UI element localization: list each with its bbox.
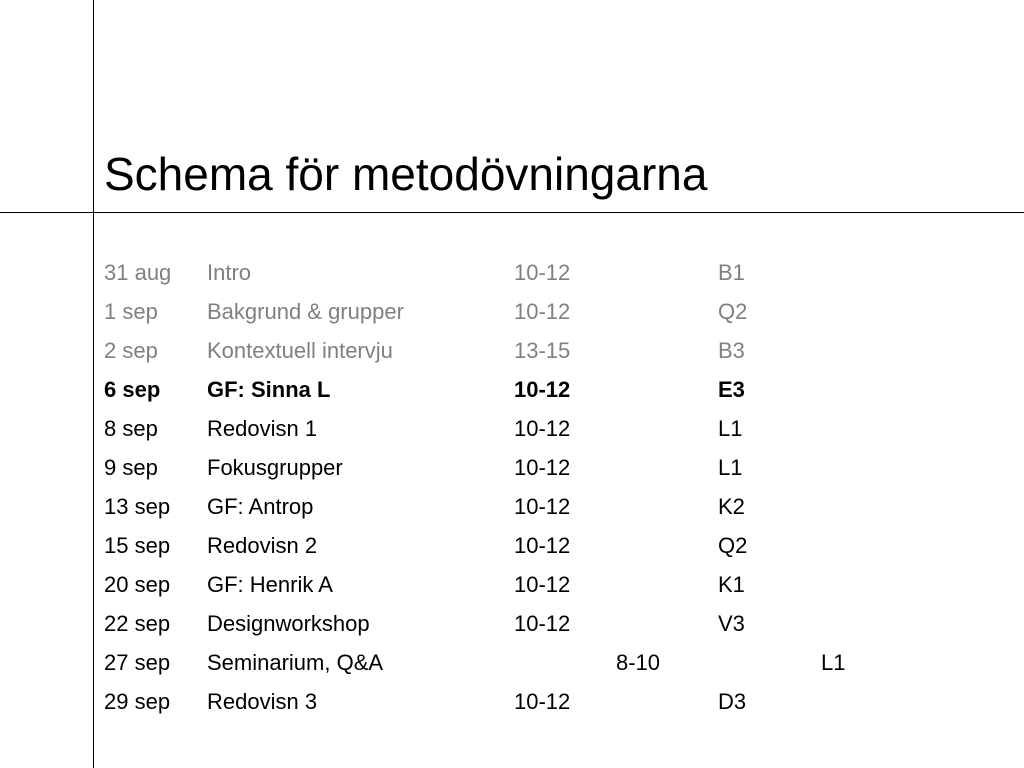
row-room: L1 [718, 455, 743, 480]
row-date: 15 sep [104, 533, 171, 558]
row-date: 1 sep [104, 299, 158, 324]
row-date: 6 sep [104, 377, 161, 402]
row-room: L1 [718, 416, 743, 441]
schedule-row [104, 526, 1004, 565]
row-time: 10-12 [514, 611, 571, 636]
schedule-row [104, 448, 1004, 487]
schedule-row [104, 331, 1004, 370]
row-activity: Fokusgrupper [207, 455, 343, 480]
schedule-list [104, 253, 1004, 721]
schedule-row [104, 643, 1004, 682]
row-activity: Redovisn 1 [207, 416, 318, 441]
row-time: 10-12 [514, 689, 571, 714]
vertical-divider [93, 0, 94, 768]
row-time: 10-12 [514, 572, 571, 597]
row-time: 10-12 [514, 299, 571, 324]
row-activity: Kontextuell intervju [207, 338, 393, 363]
row-room: K1 [718, 572, 745, 597]
row-room: B1 [718, 260, 745, 285]
row-date: 22 sep [104, 611, 171, 636]
slide-title: Schema för metodövningarna [104, 148, 708, 200]
schedule-row [104, 253, 1004, 292]
row-activity: Intro [207, 260, 252, 285]
schedule-row [104, 682, 1004, 721]
row-activity: GF: Henrik A [207, 572, 333, 597]
schedule-row [104, 409, 1004, 448]
row-date: 2 sep [104, 338, 158, 363]
row-date: 9 sep [104, 455, 158, 480]
row-date: 27 sep [104, 650, 171, 675]
row-date: 13 sep [104, 494, 171, 519]
row-time: 10-12 [514, 416, 571, 441]
row-room: Q2 [718, 299, 748, 324]
row-time: 10-12 [514, 494, 571, 519]
horizontal-divider [0, 212, 1024, 213]
schedule-row [104, 292, 1004, 331]
row-activity: GF: Sinna L [207, 377, 331, 402]
row-room: L1 [821, 650, 846, 675]
row-room: E3 [718, 377, 745, 402]
schedule-row-current [104, 370, 1004, 409]
schedule-row [104, 565, 1004, 604]
row-activity: Bakgrund & grupper [207, 299, 404, 324]
row-activity: Designworkshop [207, 611, 370, 636]
row-room: K2 [718, 494, 745, 519]
row-activity: Seminarium, Q&A [207, 650, 384, 675]
row-time: 8-10 [616, 650, 661, 675]
schedule-row [104, 487, 1004, 526]
row-time: 13-15 [514, 338, 571, 363]
row-time: 10-12 [514, 377, 571, 402]
row-time: 10-12 [514, 455, 571, 480]
row-date: 29 sep [104, 689, 171, 714]
row-activity: GF: Antrop [207, 494, 314, 519]
schedule-row [104, 604, 1004, 643]
row-time: 10-12 [514, 533, 571, 558]
row-time: 10-12 [514, 260, 571, 285]
row-activity: Redovisn 3 [207, 689, 318, 714]
row-room: Q2 [718, 533, 748, 558]
row-date: 31 aug [104, 260, 172, 285]
row-room: D3 [718, 689, 747, 714]
row-room: V3 [718, 611, 745, 636]
row-room: B3 [718, 338, 745, 363]
row-date: 8 sep [104, 416, 158, 441]
row-activity: Redovisn 2 [207, 533, 318, 558]
row-date: 20 sep [104, 572, 171, 597]
